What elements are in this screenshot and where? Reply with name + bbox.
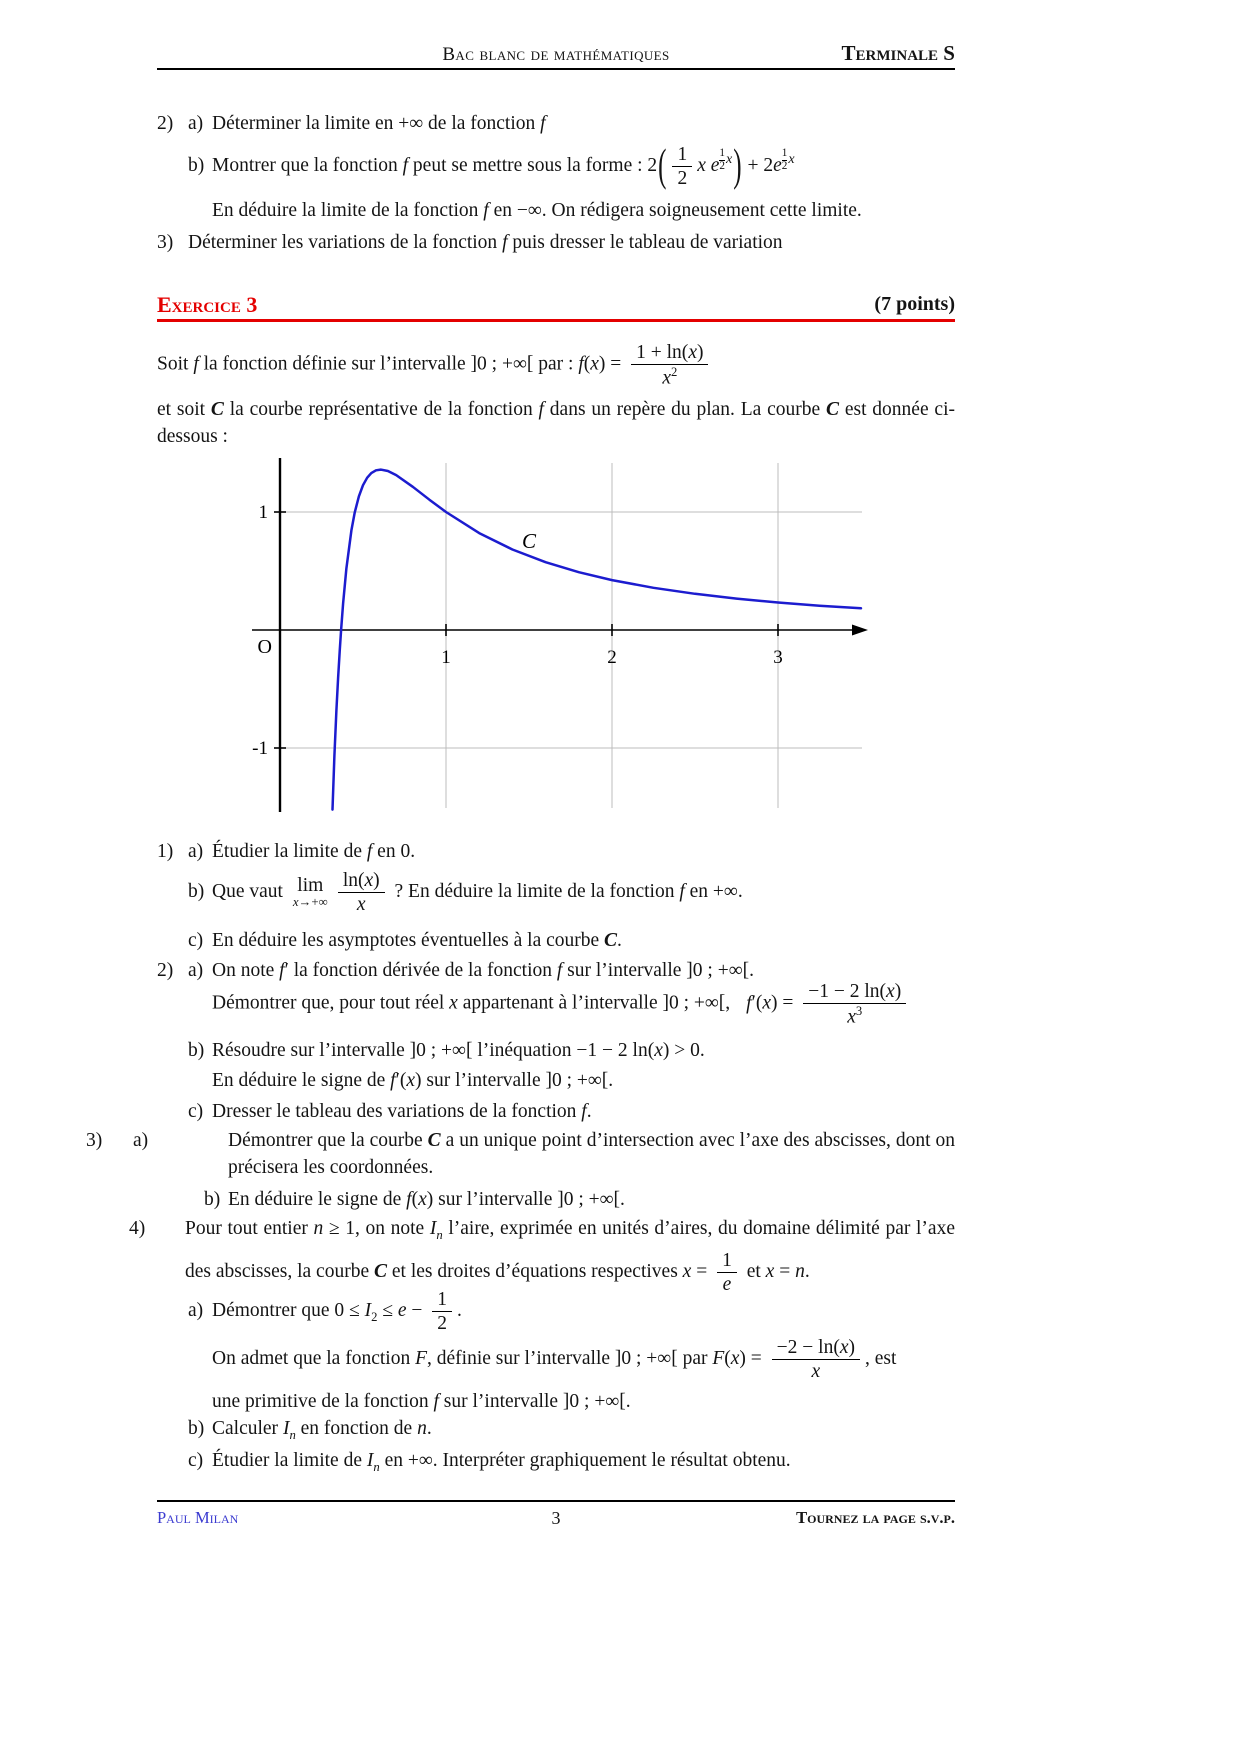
- text-token: en −∞. On rédigera soigneusement cette limite.: [488, 200, 862, 221]
- denominator: x: [338, 892, 385, 916]
- math-x: x: [762, 992, 771, 1014]
- item-letter: c): [188, 1101, 204, 1122]
- denominator: x: [772, 1359, 860, 1383]
- text-token: Démontrer que la courbe: [228, 1130, 428, 1151]
- text-token: ): [894, 981, 902, 1002]
- x-tick-label-2: 2: [607, 647, 617, 668]
- text-token: Calculer: [212, 1418, 283, 1439]
- math-e: e: [397, 1299, 407, 1321]
- math-F: F: [415, 1347, 427, 1369]
- arrow-infinity: →+∞: [298, 894, 328, 909]
- paren: (: [724, 1347, 731, 1369]
- numerator: [338, 869, 385, 892]
- fraction-lnx-over-x: [338, 869, 385, 916]
- text-token: , est: [864, 1347, 897, 1369]
- exercise-3-points: (7 points): [874, 293, 955, 315]
- q4-a: [157, 1288, 955, 1335]
- origin-label: O: [257, 636, 272, 658]
- period: .: [426, 1418, 432, 1439]
- numerator: [772, 1336, 860, 1359]
- text-token: ): [696, 342, 704, 363]
- text-token: ln(: [342, 870, 365, 891]
- y-tick-label-neg1: -1: [252, 738, 268, 759]
- math-x: x: [292, 894, 299, 909]
- small-fraction: [782, 148, 788, 173]
- text-token: Pour tout entier: [185, 1218, 314, 1239]
- math-I: I: [282, 1418, 290, 1439]
- text-token: Étudier la limite de: [212, 841, 367, 862]
- x-tick-label-3: 3: [773, 647, 783, 668]
- paren: (: [583, 353, 591, 375]
- right-paren: ): [733, 142, 742, 191]
- text-token: Montrer que la fonction: [212, 154, 403, 176]
- text-token: Déterminer les variations de la fonction: [188, 232, 503, 253]
- q2-a-line2: [157, 980, 955, 1029]
- text-token: sur l’intervalle ]0 ; +∞[.: [562, 960, 754, 981]
- y-tick-label-1: 1: [258, 502, 268, 523]
- text-token: appartenant à l’intervalle ]0 ; +∞[,: [457, 992, 731, 1014]
- numerator: [803, 980, 906, 1003]
- text-token: On note: [212, 960, 280, 981]
- subscript-2: 2: [371, 1309, 378, 1324]
- math-f: f: [390, 1070, 396, 1091]
- item-letter: b): [188, 1418, 205, 1439]
- math-F: F: [712, 1347, 725, 1369]
- function-graph: [250, 455, 870, 815]
- math-f: f: [483, 200, 489, 221]
- math-x: x: [765, 1260, 775, 1282]
- math-x: x: [788, 151, 795, 168]
- header-rule: [157, 68, 955, 70]
- math-x: x: [590, 353, 599, 375]
- math-f: f: [581, 1101, 587, 1122]
- math-coef: 2: [647, 154, 658, 176]
- function-curve: [333, 470, 862, 810]
- prime-paren: ′(: [395, 1070, 407, 1091]
- item-letter: b): [204, 1189, 221, 1210]
- text-token: Démontrer que 0 ≤: [212, 1299, 365, 1321]
- prime: ′: [284, 960, 289, 981]
- item-number: 3): [157, 232, 174, 253]
- math-f: f: [193, 353, 199, 375]
- curve-name: C: [826, 399, 840, 420]
- graph-svg: [250, 455, 870, 815]
- footer-rule: [157, 1500, 955, 1502]
- math-x: x: [406, 1070, 415, 1091]
- ex2-item-2b-next: [157, 197, 955, 224]
- limit-operator: [293, 876, 328, 910]
- math-f: f: [366, 841, 373, 862]
- item-number: 4): [129, 1218, 146, 1239]
- numerator: 1: [719, 146, 726, 159]
- text-token: ) sur l’intervalle ]0 ; +∞[.: [415, 1070, 614, 1091]
- text-token: .: [586, 1101, 592, 1122]
- text-token: l’aire, exprimée en unités d’aires, du domaine délimité par l’axe des abscisses, la courbe: [185, 1218, 955, 1282]
- math-x: x: [682, 1260, 692, 1282]
- denominator: 2: [672, 166, 692, 190]
- q4-intro: [129, 1215, 955, 1296]
- x-axis-arrow: [852, 625, 868, 636]
- text-token: en 0.: [372, 841, 416, 862]
- math-f: f: [433, 1391, 439, 1412]
- prime-paren: ′(: [751, 992, 763, 1014]
- item-number: 3): [86, 1130, 103, 1151]
- paren: (: [411, 1189, 419, 1210]
- formula-2b: [647, 142, 795, 191]
- curve-name: C: [210, 399, 224, 420]
- numerator: 1: [677, 144, 688, 165]
- numerator: 1: [781, 146, 788, 159]
- ex2-item-2a: [157, 110, 955, 137]
- small-fraction: [719, 148, 725, 173]
- text-token: en fonction de: [295, 1418, 418, 1439]
- math-x: x: [726, 151, 733, 168]
- q1-c: [157, 927, 955, 954]
- q2-b-line1: [157, 1037, 955, 1064]
- math-x: x: [449, 992, 458, 1014]
- text-token: a un unique point d’intersection avec l’axe des abscisses, dont on précisera les coordonnées.: [228, 1130, 955, 1178]
- text-token: Résoudre sur l’intervalle ]0 ; +∞[ l’inéquation −1 − 2 ln(: [212, 1040, 655, 1061]
- equals: ) =: [739, 1347, 767, 1369]
- q3-a: [86, 1127, 955, 1181]
- text-token: ) sur l’intervalle ]0 ; +∞[.: [426, 1189, 625, 1210]
- denominator: [803, 1003, 906, 1029]
- text-token: En déduire le signe de: [228, 1189, 407, 1210]
- text-token: ): [848, 1337, 855, 1358]
- text-token: ≥ 1, on note: [323, 1218, 430, 1239]
- math-n: n: [795, 1260, 805, 1282]
- math-n: n: [313, 1218, 324, 1239]
- fraction-primitive: [772, 1336, 860, 1383]
- denominator: 2: [719, 159, 726, 172]
- item-letter: b): [188, 154, 205, 176]
- ex2-item-3: [157, 229, 955, 256]
- item-letter: a): [188, 841, 204, 862]
- math-x: x: [418, 1189, 427, 1210]
- q4-b: [157, 1415, 955, 1449]
- item-letter: c): [188, 1450, 204, 1471]
- text-token: ? En déduire la limite de la fonction: [389, 880, 680, 902]
- curve-name: C: [604, 930, 618, 951]
- text-token: ) > 0.: [662, 1040, 705, 1061]
- math-f: f: [746, 992, 752, 1014]
- math-x: x: [688, 342, 697, 363]
- math-f: f: [538, 399, 544, 420]
- text-token: En déduire le signe de: [212, 1070, 391, 1091]
- item-letter: a): [188, 1299, 204, 1321]
- text-token: .: [617, 930, 622, 951]
- exponent: [781, 146, 795, 172]
- q4-c: [157, 1447, 955, 1481]
- math-x: x: [364, 870, 374, 891]
- math-xe: x e: [697, 154, 720, 176]
- subscript-n: n: [373, 1459, 380, 1474]
- text-token: en +∞. Interpréter graphiquement le résultat obtenu.: [379, 1450, 791, 1471]
- text-token: , définie sur l’intervalle ]0 ; +∞[ par: [427, 1347, 713, 1369]
- equals: ) =: [771, 992, 799, 1014]
- math-f: f: [540, 113, 546, 134]
- x-tick-label-1: 1: [441, 647, 451, 668]
- math-f: f: [679, 880, 685, 902]
- text-token: −2 − ln(: [776, 1337, 840, 1358]
- curve-name: C: [427, 1130, 441, 1151]
- numerator: 1: [722, 1249, 732, 1271]
- math-n: n: [417, 1418, 427, 1439]
- ex3-intro-text: [157, 396, 955, 450]
- math-f: f: [406, 1189, 412, 1210]
- math-x: x: [839, 1337, 849, 1358]
- item-letter: a): [133, 1130, 149, 1151]
- math-x: x: [847, 1006, 856, 1028]
- text-token: En déduire les asymptotes éventuelles à la courbe: [212, 930, 605, 951]
- text-token: Démontrer que, pour tout réel: [212, 992, 450, 1014]
- text-token: Que vaut: [212, 880, 288, 902]
- math-e: e: [773, 154, 782, 176]
- text-token: peut se mettre sous la forme :: [408, 154, 648, 176]
- minus: −: [406, 1299, 428, 1321]
- fraction-derivative: [803, 980, 906, 1029]
- exercise-3-rule: [157, 319, 955, 322]
- q2-c: [157, 1098, 955, 1125]
- text-token: sur l’intervalle ]0 ; +∞[.: [438, 1391, 631, 1412]
- curve-label: C: [522, 529, 537, 553]
- text-token: la fonction dérivée de la fonction: [288, 960, 557, 981]
- math-I: I: [366, 1450, 374, 1471]
- fraction-f-of-x: [631, 341, 708, 390]
- subscript-n: n: [436, 1227, 443, 1242]
- denominator: 2: [781, 159, 788, 172]
- text-token: est donnée ci-dessous :: [157, 399, 955, 447]
- footer-author: Paul Milan: [157, 1508, 239, 1527]
- text-token: en +∞.: [684, 880, 743, 902]
- subscript-n: n: [289, 1427, 296, 1442]
- text-token: dans un repère du plan. La courbe: [543, 399, 826, 420]
- ex3-intro-formula: [157, 341, 955, 390]
- exponent-2: 2: [670, 365, 678, 379]
- q1-a: [157, 838, 955, 865]
- q2-b-line2: [157, 1067, 955, 1094]
- fraction-one-half: [432, 1288, 452, 1335]
- header-title: Bac blanc de mathématiques: [442, 44, 670, 65]
- math-I: I: [429, 1218, 437, 1239]
- exponent-3: 3: [855, 1004, 863, 1018]
- text-token: −1 − 2 ln(: [808, 981, 887, 1002]
- exercise-3-title: Exercice 3: [157, 292, 258, 317]
- text-token: Déterminer la limite en +∞ de la fonction: [212, 113, 541, 134]
- math-f: f: [279, 960, 285, 981]
- math-x: x: [886, 981, 895, 1002]
- math-f: f: [402, 154, 409, 176]
- denominator: [631, 364, 708, 390]
- item-number: 2): [157, 113, 174, 134]
- item-letter: c): [188, 930, 204, 951]
- footer-page-number: 3: [551, 1508, 561, 1528]
- denominator: e: [717, 1272, 737, 1296]
- ex2-item-2b: [157, 143, 955, 190]
- math-f: f: [556, 960, 563, 981]
- denominator: 2: [432, 1311, 452, 1335]
- text-token: ≤: [377, 1299, 398, 1321]
- item-letter: a): [188, 960, 204, 981]
- text-token: la fonction définie sur l’intervalle ]0 ; +∞[ par :: [198, 353, 579, 375]
- text-token: la courbe représentative de la fonction: [223, 399, 539, 420]
- math-f: f: [502, 232, 508, 253]
- fraction-one-half: [672, 143, 692, 190]
- math-f: f: [578, 353, 584, 375]
- q4-admit-line1: [157, 1336, 955, 1383]
- equals: =: [691, 1260, 713, 1282]
- equals: ) =: [598, 353, 627, 375]
- exponent: [719, 146, 733, 172]
- text-token: .: [804, 1260, 810, 1282]
- text-token: et soit: [157, 399, 211, 420]
- numerator: 1: [437, 1289, 448, 1310]
- text-token: et: [741, 1260, 766, 1282]
- item-letter: b): [188, 1040, 205, 1061]
- text-token: Étudier la limite de: [212, 1450, 367, 1471]
- q1-b: [157, 869, 955, 916]
- lim-word: lim: [297, 874, 324, 896]
- header-course: Terminale S: [841, 41, 955, 65]
- numerator: [631, 341, 708, 364]
- item-letter: b): [188, 880, 205, 902]
- math-plus: + 2: [742, 154, 774, 176]
- math-I: I: [364, 1299, 372, 1321]
- curve-name: C: [373, 1260, 387, 1282]
- text-token: une primitive de la fonction: [212, 1391, 434, 1412]
- equals: =: [774, 1260, 796, 1282]
- left-paren: (: [658, 142, 667, 191]
- item-number: 2): [157, 960, 174, 981]
- text-token: En déduire la limite de la fonction: [212, 200, 484, 221]
- math-x: x: [662, 367, 671, 389]
- text-token: ): [373, 870, 380, 891]
- item-number: 1): [157, 841, 174, 862]
- text-token: puis dresser le tableau de variation: [507, 232, 783, 253]
- text-token: Dresser le tableau des variations de la fonction: [212, 1101, 582, 1122]
- text-token: 1 + ln(: [636, 342, 689, 363]
- item-letter: a): [188, 113, 204, 134]
- math-x: x: [654, 1040, 663, 1061]
- text-token: On admet que la fonction: [212, 1347, 416, 1369]
- lim-subscript: [293, 896, 328, 910]
- math-x: x: [730, 1347, 740, 1369]
- q3-b: [157, 1186, 955, 1213]
- q4-admit-line2: [157, 1388, 955, 1415]
- period: .: [457, 1299, 462, 1321]
- text-token: Soit: [157, 353, 194, 375]
- text-token: et les droites d’équations respectives: [387, 1260, 683, 1282]
- footer-turn-page: Tournez la page s.v.p.: [796, 1508, 955, 1527]
